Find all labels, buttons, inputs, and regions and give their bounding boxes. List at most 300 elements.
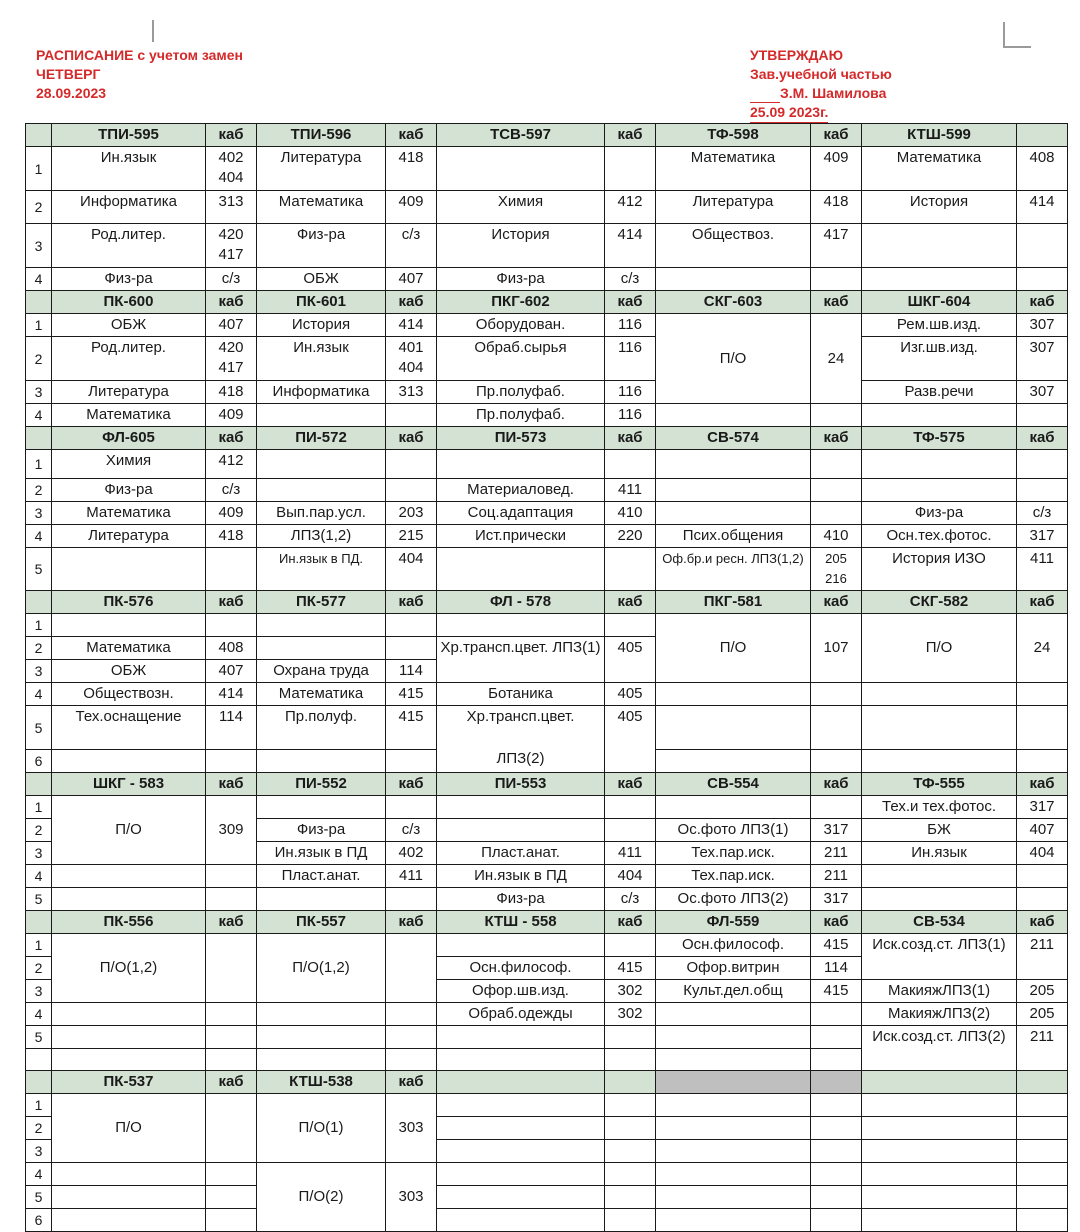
subject-cell [437, 450, 605, 479]
group-name: ТПИ-596 [257, 124, 386, 147]
subject-cell [862, 750, 1017, 773]
subject-cell: ОБЖ [52, 660, 206, 683]
room-cell: 404 [1017, 842, 1068, 865]
room-cell: 407 [1017, 819, 1068, 842]
group-name: ПК-556 [52, 911, 206, 934]
subject-cell [656, 1163, 811, 1186]
room-line: 401 [398, 339, 424, 356]
room-cell: 415 [811, 934, 862, 957]
subject-cell: Род.литер. [52, 224, 206, 268]
room-cell: 114 [386, 660, 437, 683]
room-cell [1017, 1186, 1068, 1209]
table-row [26, 548, 1068, 591]
subject-cell: Осн.философ. [437, 957, 605, 980]
subject-cell [52, 1003, 206, 1026]
subject-cell [862, 450, 1017, 479]
subject-cell [862, 1140, 1017, 1163]
subject-cell [437, 934, 605, 957]
room-cell [386, 1049, 437, 1071]
group-name: ПИ-573 [437, 427, 605, 450]
subject-cell [656, 683, 811, 706]
subject-cell: Ин.язык [52, 147, 206, 191]
group-name: ТСВ-597 [437, 124, 605, 147]
lesson-number: 4 [26, 404, 52, 427]
table-row [26, 147, 1068, 191]
subject-cell: Физ-ра [52, 479, 206, 502]
room-cell: 418 [206, 381, 257, 404]
group-name: ТФ-598 [656, 124, 811, 147]
room-cell [1017, 706, 1068, 750]
room-cell [605, 1163, 656, 1186]
room-cell: 411 [1017, 548, 1068, 591]
room-cell [605, 819, 656, 842]
room-line: 402 [218, 149, 244, 166]
room-cell [1017, 1094, 1068, 1117]
table-row [26, 337, 1068, 381]
room-header: каб [206, 291, 257, 314]
subject-cell [257, 637, 386, 660]
subject-cell [437, 1140, 605, 1163]
group-name: СКГ-582 [862, 591, 1017, 614]
room-cell [386, 796, 437, 819]
room-cell: 408 [206, 637, 257, 660]
room-cell: 405 [605, 683, 656, 706]
approval-date: 25.09 2023г. [750, 103, 828, 123]
room-cell: 317 [1017, 525, 1068, 548]
room-cell: 114 [811, 957, 862, 980]
room-header [811, 1071, 862, 1094]
room-cell [1017, 479, 1068, 502]
subject-cell: Изг.шв.изд. [862, 337, 1017, 381]
room-cell: 302 [605, 980, 656, 1003]
subject-cell: Физ-ра [862, 502, 1017, 525]
room-cell [811, 502, 862, 525]
table-row [26, 706, 1068, 750]
subject-cell [437, 614, 605, 637]
room-cell: 404 [386, 548, 437, 591]
subject-cell: Вып.пар.усл. [257, 502, 386, 525]
subject-cell: Математика [52, 502, 206, 525]
subject-cell: Обраб.сырья [437, 337, 605, 381]
room-cell [1017, 450, 1068, 479]
subject-cell [862, 706, 1017, 750]
spacer [439, 727, 602, 749]
subject-cell [656, 268, 811, 291]
subject-cell [656, 1140, 811, 1163]
lesson-number: 1 [26, 314, 52, 337]
lesson-number: 3 [26, 381, 52, 404]
lesson-number: 4 [26, 683, 52, 706]
subject-cell: Химия [52, 450, 206, 479]
group-name: ПК-577 [257, 591, 386, 614]
room-cell-merged [206, 934, 257, 1003]
group-name: ФЛ - 578 [437, 591, 605, 614]
subject-cell: Математика [257, 191, 386, 224]
group-name: СКГ-603 [656, 291, 811, 314]
room-cell: 313 [386, 381, 437, 404]
subject-cell [656, 450, 811, 479]
group-header-row [26, 1071, 1068, 1094]
subject-cell: Офор.витрин [656, 957, 811, 980]
table-row [26, 1209, 1068, 1232]
group-name: ПКГ-581 [656, 591, 811, 614]
group-name: ПИ-572 [257, 427, 386, 450]
room-cell: с/з [605, 888, 656, 911]
subject-cell [257, 450, 386, 479]
room-cell: 302 [605, 1003, 656, 1026]
room-cell [206, 1049, 257, 1071]
lesson-number: 3 [26, 842, 52, 865]
subject-cell [52, 1026, 206, 1049]
subject-cell-merged: П/О [862, 614, 1017, 683]
lesson-number: 4 [26, 865, 52, 888]
group-header-row [26, 124, 1068, 147]
room-cell [206, 337, 257, 381]
room-cell [811, 706, 862, 750]
subject-cell [52, 614, 206, 637]
schedule-title: РАСПИСАНИЕ с учетом замен [36, 47, 244, 63]
lesson-number: 2 [26, 191, 52, 224]
subject-cell: Ин.язык в ПД [257, 842, 386, 865]
approval-block [750, 46, 892, 123]
subject-cell: Пр.полуфаб. [437, 404, 605, 427]
subject-cell [437, 1186, 605, 1209]
subject-cell [257, 1049, 386, 1071]
subject-cell: Материаловед. [437, 479, 605, 502]
room-cell: 307 [1017, 314, 1068, 337]
table-row [26, 1186, 1068, 1209]
subject-cell: Пласт.анат. [437, 842, 605, 865]
room-cell-merged: 405 [605, 706, 656, 773]
schedule-header [36, 46, 243, 103]
room-cell [206, 1003, 257, 1026]
room-cell [386, 450, 437, 479]
subject-cell [862, 865, 1017, 888]
subject-cell [862, 479, 1017, 502]
header-num-cell [26, 124, 52, 147]
room-cell-merged: 211 [1017, 934, 1068, 980]
subject-cell [862, 1209, 1017, 1232]
table-row [26, 683, 1068, 706]
page-corner-mark-right [1003, 22, 1031, 48]
subject-cell: БЖ [862, 819, 1017, 842]
room-cell: 418 [386, 147, 437, 191]
room-cell: 404 [605, 865, 656, 888]
room-cell [1017, 683, 1068, 706]
room-cell: 415 [386, 683, 437, 706]
room-cell [811, 548, 862, 591]
room-cell [206, 147, 257, 191]
header-num-cell [26, 1071, 52, 1094]
subject-cell [656, 706, 811, 750]
room-cell: с/з [386, 224, 437, 268]
lesson-number: 3 [26, 660, 52, 683]
lesson-number: 2 [26, 1117, 52, 1140]
subject-cell: Тех.и тех.фотос. [862, 796, 1017, 819]
subject-cell: Тех.оснащение [52, 706, 206, 750]
subject-cell [656, 502, 811, 525]
room-cell: 307 [1017, 381, 1068, 404]
room-cell: с/з [605, 268, 656, 291]
subject-cell: Литература [257, 147, 386, 191]
subject-cell [862, 268, 1017, 291]
room-cell [605, 1094, 656, 1117]
room-cell [206, 865, 257, 888]
room-cell-merged: 303 [386, 1163, 437, 1232]
subject-cell: Физ-ра [257, 224, 386, 268]
room-cell [605, 548, 656, 591]
header-num-cell [26, 291, 52, 314]
room-cell [206, 614, 257, 637]
lesson-number: 2 [26, 957, 52, 980]
subject-cell: Осн.тех.фотос. [862, 525, 1017, 548]
room-cell [1017, 224, 1068, 268]
subject-cell [656, 1003, 811, 1026]
room-cell [1017, 404, 1068, 427]
room-cell: 220 [605, 525, 656, 548]
table-row [26, 502, 1068, 525]
subject-cell [656, 1117, 811, 1140]
subject-cell: Пр.полуфаб. [437, 381, 605, 404]
subject-cell-merged: П/О(2) [257, 1163, 386, 1232]
room-cell [386, 888, 437, 911]
table-row [26, 314, 1068, 337]
room-cell [605, 614, 656, 637]
table-row [26, 1003, 1068, 1026]
subject-cell: Ин.язык [257, 337, 386, 381]
room-cell: 418 [811, 191, 862, 224]
group-name: ФЛ-559 [656, 911, 811, 934]
room-cell: 408 [1017, 147, 1068, 191]
room-cell: 412 [206, 450, 257, 479]
lesson-number: 6 [26, 750, 52, 773]
schedule-date: 28.09.2023 [36, 85, 107, 101]
room-cell-merged: 107 [811, 614, 862, 683]
room-header: каб [386, 291, 437, 314]
lesson-number: 3 [26, 1140, 52, 1163]
subject-cell-merged: Иск.созд.ст. ЛПЗ(2) [862, 1026, 1017, 1071]
room-cell: 402 [386, 842, 437, 865]
room-cell [1017, 1163, 1068, 1186]
subject-cell: Оф.бр.и ресн. ЛПЗ(1,2) [656, 548, 811, 591]
room-cell [811, 1003, 862, 1026]
subject-cell [862, 683, 1017, 706]
room-cell [386, 1026, 437, 1049]
subject-cell: Ос.фото ЛПЗ(2) [656, 888, 811, 911]
subject-cell [656, 1026, 811, 1049]
room-cell: 415 [386, 706, 437, 750]
subject-cell [437, 548, 605, 591]
room-header: каб [811, 591, 862, 614]
group-name: ТФ-555 [862, 773, 1017, 796]
subject-cell [257, 796, 386, 819]
lesson-number: 2 [26, 637, 52, 660]
room-header: каб [206, 911, 257, 934]
room-cell [811, 1026, 862, 1049]
group-name: ПК-557 [257, 911, 386, 934]
room-cell: 407 [386, 268, 437, 291]
subject-cell [862, 1094, 1017, 1117]
room-header: каб [386, 911, 437, 934]
group-header-row [26, 427, 1068, 450]
subject-cell [257, 750, 386, 773]
subject-cell [862, 224, 1017, 268]
subject-cell [437, 1163, 605, 1186]
subject-cell-merged: П/О(1,2) [257, 934, 386, 1003]
group-name [656, 1071, 811, 1094]
group-name: ПК-576 [52, 591, 206, 614]
subject-cell: Математика [862, 147, 1017, 191]
room-header: каб [811, 291, 862, 314]
lesson-number: 3 [26, 502, 52, 525]
group-name: ПИ-552 [257, 773, 386, 796]
room-header: каб [1017, 911, 1068, 934]
room-header: каб [206, 427, 257, 450]
subject-cell [437, 1049, 605, 1071]
room-cell [206, 888, 257, 911]
lesson-number: 4 [26, 1163, 52, 1186]
subject-cell: Пласт.анат. [257, 865, 386, 888]
subject-cell [52, 1186, 206, 1209]
subject-cell: Офор.шв.изд. [437, 980, 605, 1003]
room-header: каб [1017, 773, 1068, 796]
subject-cell [437, 1026, 605, 1049]
room-cell: 414 [605, 224, 656, 268]
table-row [26, 525, 1068, 548]
room-cell [1017, 888, 1068, 911]
header-num-cell [26, 773, 52, 796]
lesson-number: 5 [26, 706, 52, 750]
room-cell: 114 [206, 706, 257, 750]
room-cell: 414 [1017, 191, 1068, 224]
subject-cell [257, 404, 386, 427]
room-cell [811, 1094, 862, 1117]
subject-cell-merged: П/О(1) [257, 1094, 386, 1163]
subject-cell [52, 888, 206, 911]
room-cell: 414 [386, 314, 437, 337]
room-cell [811, 268, 862, 291]
subject-cell: Обраб.одежды [437, 1003, 605, 1026]
room-cell [206, 1026, 257, 1049]
subject-cell: Ин.язык в ПД. [257, 548, 386, 591]
room-cell [605, 147, 656, 191]
group-header-row [26, 911, 1068, 934]
lesson-number: 5 [26, 1026, 52, 1049]
subject-cell: Математика [52, 637, 206, 660]
room-cell: 407 [206, 660, 257, 683]
room-header: каб [386, 591, 437, 614]
room-cell: 317 [811, 819, 862, 842]
room-line: 420 [218, 226, 244, 243]
subject-cell-merged: П/О(1,2) [52, 934, 206, 1003]
lesson-number: 1 [26, 147, 52, 191]
room-cell: 410 [811, 525, 862, 548]
header-num-cell [26, 911, 52, 934]
group-name: ПКГ-602 [437, 291, 605, 314]
group-name: ТПИ-595 [52, 124, 206, 147]
subject-cell-merged: П/О [52, 1094, 206, 1163]
subject-cell: История [257, 314, 386, 337]
room-cell [386, 1003, 437, 1026]
table-row [26, 404, 1068, 427]
room-header [605, 1071, 656, 1094]
room-cell: 412 [605, 191, 656, 224]
group-header-row [26, 591, 1068, 614]
room-cell: 116 [605, 337, 656, 381]
room-line: 420 [218, 339, 244, 356]
room-cell [605, 1049, 656, 1071]
subject-cell: Физ-ра [437, 888, 605, 911]
room-cell: 116 [605, 404, 656, 427]
lesson-number: 5 [26, 888, 52, 911]
room-cell: 205 [1017, 1003, 1068, 1026]
subject-cell: Математика [656, 147, 811, 191]
subject-cell: Тех.пар.иск. [656, 842, 811, 865]
group-name [437, 1071, 605, 1094]
room-cell [605, 450, 656, 479]
subject-cell [437, 1209, 605, 1232]
subject-cell: Осн.философ. [656, 934, 811, 957]
room-cell: с/з [206, 479, 257, 502]
lesson-number: 6 [26, 1209, 52, 1232]
room-header: каб [811, 427, 862, 450]
room-header: каб [206, 591, 257, 614]
room-cell [811, 450, 862, 479]
room-cell: 415 [605, 957, 656, 980]
room-cell: 417 [811, 224, 862, 268]
subject-cell: Литература [656, 191, 811, 224]
subject-cell: Физ-ра [257, 819, 386, 842]
group-name: ПК-537 [52, 1071, 206, 1094]
group-name: ПИ-553 [437, 773, 605, 796]
room-cell [386, 614, 437, 637]
room-header: каб [386, 124, 437, 147]
subject-cell-merged [437, 706, 605, 773]
group-header-row [26, 291, 1068, 314]
subject-cell [862, 888, 1017, 911]
room-cell [811, 1049, 862, 1071]
subject-cell [862, 1117, 1017, 1140]
lesson-number: 1 [26, 796, 52, 819]
subject-cell: Ин.язык [862, 842, 1017, 865]
lesson-number: 3 [26, 980, 52, 1003]
room-header: каб [605, 911, 656, 934]
table-row [26, 796, 1068, 819]
subject-cell: История ИЗО [862, 548, 1017, 591]
subject-cell-merged: П/О [52, 796, 206, 865]
room-cell [811, 1186, 862, 1209]
room-cell: 211 [811, 865, 862, 888]
lesson-number: 3 [26, 224, 52, 268]
room-cell-merged: 303 [386, 1094, 437, 1163]
room-cell [1017, 865, 1068, 888]
lesson-number: 5 [26, 1186, 52, 1209]
room-cell-merged: 211 [1017, 1026, 1068, 1071]
room-cell [811, 750, 862, 773]
room-cell [206, 1163, 257, 1186]
subject-cell: Информатика [257, 381, 386, 404]
table-row [26, 888, 1068, 911]
room-header: каб [605, 291, 656, 314]
room-cell [811, 1209, 862, 1232]
room-cell: 414 [206, 683, 257, 706]
room-cell [386, 337, 437, 381]
room-cell: 411 [605, 842, 656, 865]
group-header-row [26, 773, 1068, 796]
room-cell: с/з [386, 819, 437, 842]
room-cell [206, 1209, 257, 1232]
room-header: каб [811, 773, 862, 796]
